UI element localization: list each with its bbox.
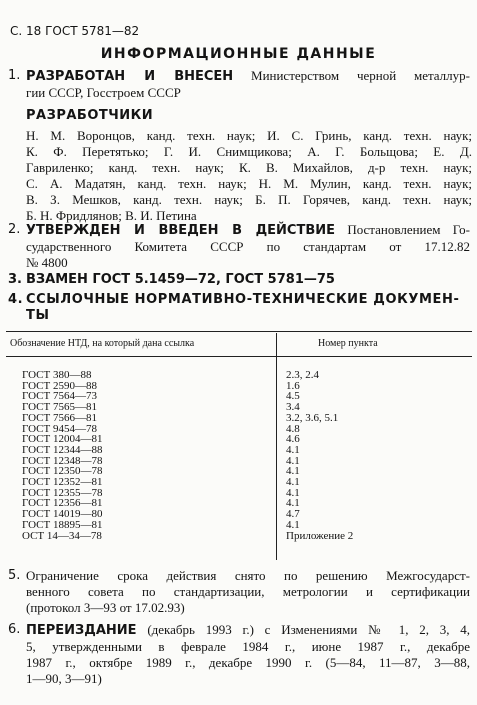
- table-row-designation: ГОСТ 7565—81: [22, 401, 97, 414]
- developer-line: К. Ф. Перетятько; Г. И. Снимщикова; А. Г. Больщова; Е. Д.: [26, 144, 472, 159]
- table-row-clause: 4.1: [286, 454, 300, 467]
- table-row-designation: ГОСТ 12004—81: [22, 433, 103, 446]
- table-row-designation: ГОСТ 7566—81: [22, 411, 97, 424]
- table-row-clause: 4.1: [286, 443, 300, 456]
- item-3: [8, 272, 470, 288]
- table-row-designation: ГОСТ 9454—78: [22, 422, 97, 435]
- table-row-designation: ГОСТ 12348—78: [22, 454, 103, 467]
- table-row-clause: 4.1: [286, 465, 300, 478]
- item-5-number: 5.: [8, 568, 21, 583]
- developers-list: [26, 128, 472, 224]
- developer-line: С. А. Мадатян, канд. техн. наук; Н. М. Мулин, канд. техн. наук;: [26, 176, 472, 191]
- item-6-line1: (декабрь 1993 г.) с Изменениями № 1, 2, 3, 4,: [136, 622, 470, 637]
- item-5: [8, 568, 470, 616]
- page-header: С. 18 ГОСТ 5781—82: [10, 24, 140, 38]
- table-header-rule: [6, 356, 472, 357]
- developer-line: Н. М. Воронцов, канд. техн. наук; И. С. Гринь, канд. техн. наук;: [26, 128, 472, 143]
- item-1-line2: гии СССР, Госстроем СССР: [26, 85, 181, 100]
- item-4-line1: ССЫЛОЧНЫЕ НОРМАТИВНО-ТЕХНИЧЕСКИЕ ДОКУМЕН-: [26, 292, 460, 307]
- table-row-designation: ГОСТ 12352—81: [22, 476, 103, 489]
- table-row-clause: Приложение 2: [286, 529, 354, 542]
- table-row-clause: 4.1: [286, 518, 300, 531]
- table-row-designation: ГОСТ 7564—73: [22, 390, 97, 403]
- item-4-line2: ТЫ: [26, 308, 50, 323]
- table-row-designation: ОСТ 14—34—78: [22, 529, 102, 542]
- table-col1: [22, 370, 102, 541]
- table-row-designation: ГОСТ 14019—80: [22, 508, 103, 521]
- table-col2: [286, 370, 353, 541]
- table-row-clause: 3.4: [286, 401, 300, 414]
- table-row-clause: 4.6: [286, 433, 300, 446]
- page-title: ИНФОРМАЦИОННЫЕ ДАННЫЕ: [100, 46, 377, 62]
- item-6: [8, 622, 470, 687]
- item-4-number: 4.: [8, 292, 24, 307]
- table-row-designation: ГОСТ 18895—81: [22, 518, 103, 531]
- item-6-line: 1987 г., октябре 1989 г., декабре 1990 г. (5—84, 11—87, 3—88,: [26, 655, 470, 670]
- item-1-number: 1.: [8, 68, 21, 83]
- table-col2-header: Номер пункта: [318, 338, 378, 349]
- item-5-line: (протокол 3—93 от 17.02.93): [26, 600, 185, 615]
- developer-line: Гавриленко; канд. техн. наук; К. В. Михайлов, д-р техн. наук;: [26, 160, 472, 175]
- table-row-clause: 1.6: [286, 379, 300, 392]
- item-4: [8, 292, 470, 324]
- table-top-rule: [6, 331, 472, 332]
- item-2-caps: УТВЕРЖДЕН И ВВЕДЕН В ДЕЙСТВИЕ: [26, 223, 336, 238]
- table-row-designation: ГОСТ 12350—78: [22, 465, 103, 478]
- item-6-number: 6.: [8, 622, 21, 637]
- item-5-line: Ограничение срока действия снято по решению Межгосударст-: [26, 568, 470, 583]
- table-row-designation: ГОСТ 12355—78: [22, 486, 103, 499]
- item-1-line1: Министерством черной металлур-: [233, 68, 470, 83]
- item-5-line: венного совета по стандартизации, метрологии и сертификации: [26, 584, 470, 599]
- item-3-number: 3.: [8, 272, 22, 287]
- table-col1-header: Обозначение НТД, на который дана ссылка: [10, 338, 195, 349]
- developer-line: В. З. Мешков, канд. техн. наук; Б. П. Горячев, канд. техн. наук;: [26, 192, 472, 207]
- item-2-line2: сударственного Комитета СССР по стандартам от 17.12.82: [26, 239, 470, 254]
- item-2-number: 2.: [8, 222, 21, 237]
- table-row-clause: 2.3, 2.4: [286, 369, 319, 381]
- table-row-clause: 4.1: [286, 486, 300, 499]
- item-1: [8, 68, 470, 101]
- item-6-line: 5, утвержденными в феврале 1984 г., июне 1987 г., декабре: [26, 639, 470, 654]
- item-3-text: ВЗАМЕН ГОСТ 5.1459—72, ГОСТ 5781—75: [26, 272, 335, 287]
- table-row-clause: 4.1: [286, 497, 300, 510]
- developers-heading: РАЗРАБОТЧИКИ: [26, 108, 154, 123]
- table-row-designation: ГОСТ 12356—81: [22, 497, 103, 510]
- item-2: [8, 222, 470, 271]
- table-row-clause: 4.1: [286, 476, 300, 489]
- table-row-designation: ГОСТ 12344—88: [22, 443, 103, 456]
- item-6-caps: ПЕРЕИЗДАНИЕ: [26, 623, 137, 638]
- table-row-clause: 4.7: [286, 508, 300, 521]
- item-1-caps: РАЗРАБОТАН И ВНЕСЕН: [26, 69, 234, 84]
- developer-line: Б. Н. Фридлянов; В. И. Петина: [26, 208, 197, 223]
- table-column-divider: [276, 333, 277, 560]
- table-row-clause: 4.8: [286, 422, 300, 435]
- table-row-clause: 3.2, 3.6, 5.1: [286, 411, 339, 424]
- table-row-designation: ГОСТ 2590—88: [22, 379, 97, 392]
- item-6-line: 1—90, 3—91): [26, 671, 102, 686]
- table-row-clause: 4.5: [286, 390, 300, 403]
- table-row-designation: ГОСТ 380—88: [22, 369, 92, 381]
- item-2-line3: № 4800: [26, 255, 68, 270]
- item-2-line1: Постановлением Го-: [335, 222, 471, 237]
